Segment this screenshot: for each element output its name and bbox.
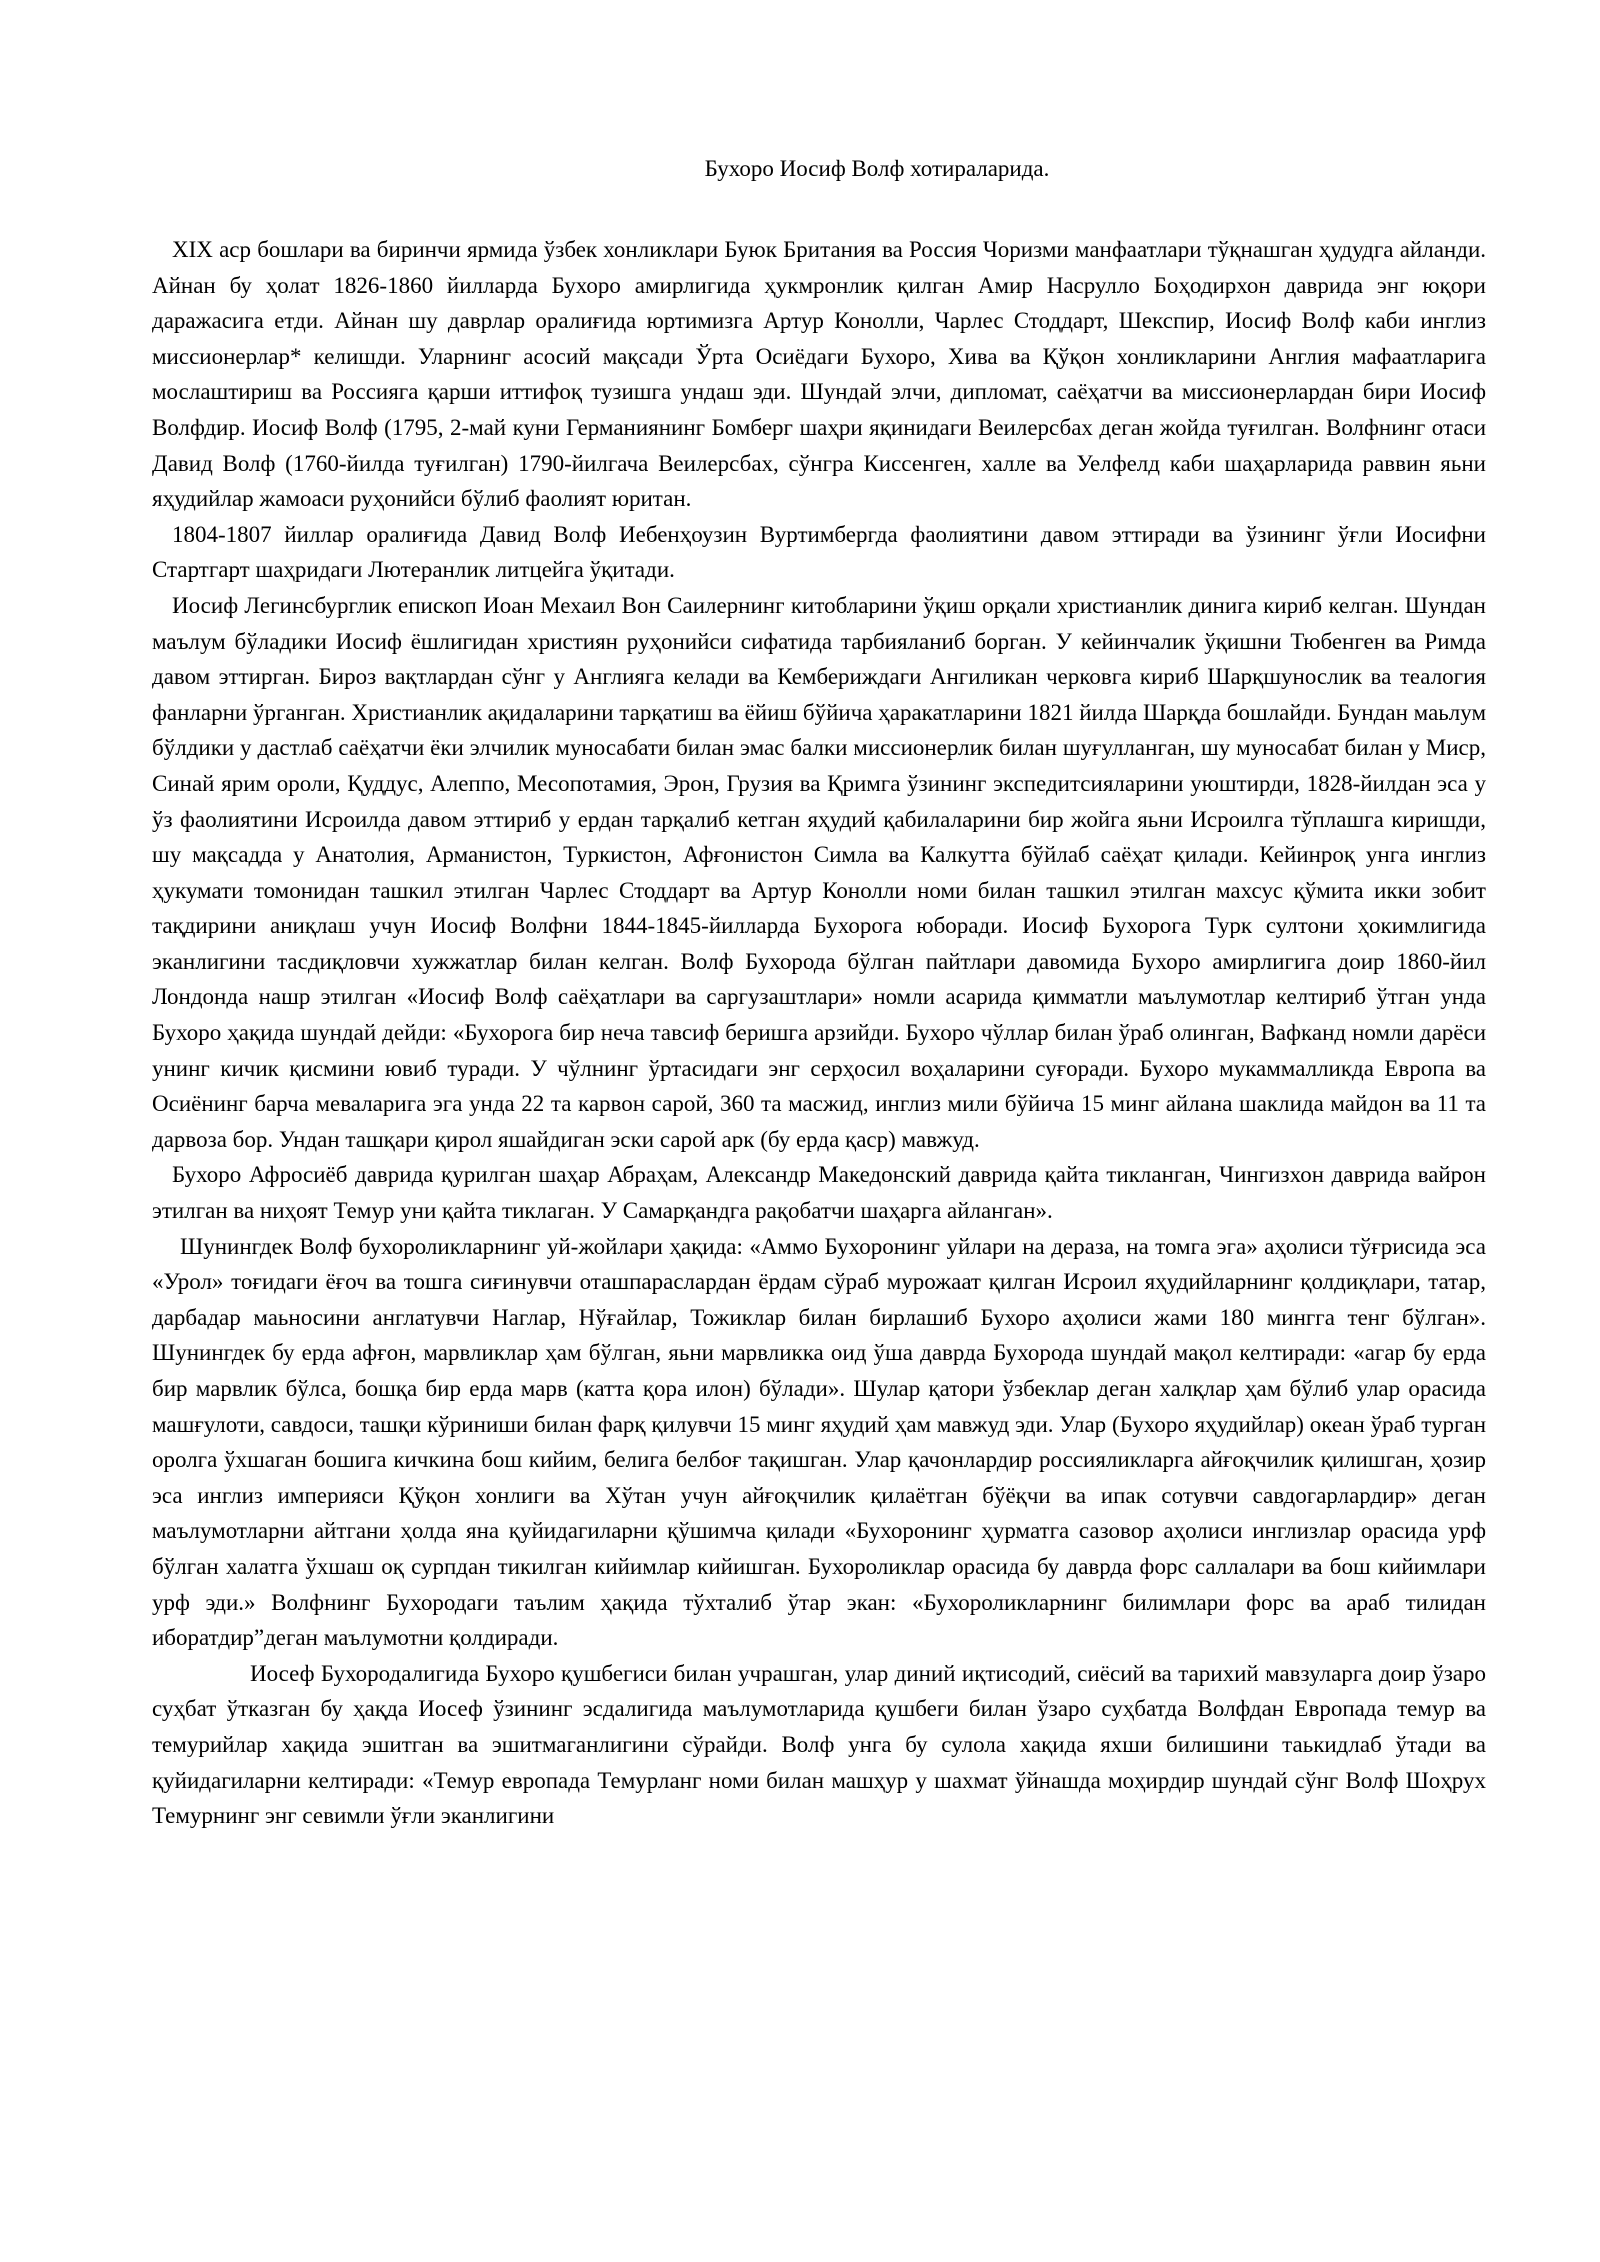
document-title: Бухоро Иосиф Волф хотираларида. [704,156,1050,181]
paragraph: Иосеф Бухородалигида Бухоро қушбегиси билан учрашган, улар диний иқтисодий, сиёсий ва тарихий мавзуларга доир ўзаро суҳбат ўтказган бу ҳақда Иосеф ўзининг эсдалигида маълумотларида қушбеги билан ўзаро суҳбатда Волфдан Европада темур ва темурийлар хақида эшитган ва эшитмаганлигини сўрайди. Волф унга бу сулола хақида яхши билишини таькидлаб ўтади ва қуйидагиларни келтиради: «Темур европада Темурланг номи билан машҳур у шахмат ўйнашда моҳирдир шундай сўнг Волф Шоҳрух Темурнинг энг севимли ўғли эканлигини [152,1660,1486,1829]
document-body [152,232,1486,1834]
paragraph: Бухоро Афросиёб даврида қурилган шаҳар Абраҳам, Александр Македонский даврида қайта тикланган, Чингизхон даврида вайрон этилган ва ниҳоят Темур уни қайта тиклаган. У Самарқандга рақобатчи шаҳарга айланган». [152,1162,1486,1224]
paragraph: Иосиф Легинсбурглик епископ Иоан Мехаил Вон Саилернинг китобларини ўқиш орқали христианлик динига кириб келган. Шундан маълум бўладики Иосиф ёшлигидан християн руҳонийси сифатида тарбияланиб борган. У кейинчалик ўқишни Тюбенген ва Римда давом эттирган. Бироз вақтлардан сўнг у Англияга келади ва Кембериждаги Ангиликан черковга кириб Шарқшунослик ва теалогия фанларни ўрганган. Христианлик ақидаларини тарқатиш ва ёйиш бўйича ҳаракатларини 1821 йилда Шарқда бошлайди. Бундан маьлум бўлдики у дастлаб саёҳатчи ёки элчилик муносабати билан эмас балки миссионерлик билан шуғулланган, шу муносабат билан у Миср, Синай ярим ороли, Қуддус, Алеппо, Месопотамия, Эрон, Грузия ва Қримга ўзининг экспедитсияларини уюштирди, 1828-йилдан эса у ўз фаолиятини Исроилда давом эттириб у ердан тарқалиб кетган яҳудий қабилаларини бир жойга яьни Исроилга тўплашга киришди, шу мақсадда у Анатолия, Арманистон, Туркистон, Афғонистон Симла ва Калкутта бўйлаб саёҳат қилади. Кейинроқ унга инглиз ҳукумати томонидан ташкил этилган Чарлес Стоддарт ва Артур Конолли номи билан ташкил этилган махсус қўмита икки зобит тақдирини аниқлаш учун Иосиф Волфни 1844-1845-йилларда Бухорога юборади. Иосиф Бухорога Турк султони ҳокимлигида эканлигини тасдиқловчи хужжатлар билан келган. Волф Бухорода бўлган пайтлари давомида Бухоро амирлигига доир 1860-йил Лондонда нашр этилган «Иосиф Волф саёҳатлари ва саргузаштлари» номли асарида қимматли маълумотлар келтириб ўтган унда Бухоро ҳақида шундай дейди: «Бухорога бир неча тавсиф беришга арзийди. Бухоро чўллар билан ўраб олинган, Вафканд номли дарёси унинг кичик қисмини ювиб туради. У чўлнинг ўртасидаги энг серҳосил воҳаларини суғоради. Бухоро мукаммалликда Европа ва Осиёнинг барча меваларига эга унда 22 та карвон сарой, 360 та масжид, инглиз мили бўйича 15 минг айлана шаклида майдон ва 11 та дарвоза бор. Ундан ташқари қирол яшайдиган эски сарой арк (бу ерда қаср) мавжуд. [152,592,1486,1152]
paragraph: XIX аср бошлари ва биринчи ярмида ўзбек хонликлари Буюк Британия ва Россия Чоризми манфаатлари тўқнашган ҳудудга айланди. Айнан бу ҳолат 1826-1860 йилларда Бухоро амирлигида ҳукмронлик қилган Амир Насрулло Боҳодирхон даврида энг юқори даражасига етди. Айнан шу даврлар оралиғида юртимизга Артур Конолли, Чарлес Стоддарт, Шекспир, Иосиф Волф каби инглиз миссионерлар* келишди. Уларнинг асосий мақсади Ўрта Осиёдаги Бухоро, Хива ва Қўқон хонликларини Англия мафаатларига мослаштириш ва Россияга қарши иттифоқ тузишга ундаш эди. Шундай элчи, дипломат, саёҳатчи ва миссионерлардан бири Иосиф Волфдир. Иосиф Волф (1795, 2-май куни Германиянинг Бомберг шаҳри яқинидаги Веилерсбах деган жойда туғилган. Волфнинг отаси Давид Волф (1760-йилда туғилган) 1790-йилгача Веилерсбах, сўнгра Киссенген, халле ва Уелфелд каби шаҳарларида раввин яьни яҳудийлар жамоаси руҳонийси бўлиб фаолият юритан. [152,237,1486,512]
paragraph: 1804-1807 йиллар оралиғида Давид Волф Иебенҳоузин Вуртимбергда фаолиятини давом эттиради ва ўзининг ўғли Иосифни Стартгарт шаҳридаги Лютеранлик литцейга ўқитади. [152,521,1486,583]
paragraph: Шунингдек Волф бухороликларнинг уй-жойлари ҳақида: «Аммо Бухоронинг уйлари на деразa, на томга эга» аҳолиси тўғрисида эса «Урол» тоғидаги ёғоч ва тошга сиғинувчи оташпараслардан ёрдам сўраб мурожаат қилган Исроил яҳудийларнинг қолдиқлари, татар, дарбадар маьносини англатувчи Наглар, Нўғайлар, Тожиклар билан бирлашиб Бухоро аҳолиси жами 180 мингга тенг бўлган». Шунингдек бу ерда афғон, марвликлар ҳам бўлган, яьни марвликка оид ўша даврда Бухорода шундай мақол келтиради: «агар бу ерда бир марвлик бўлса, бошқа бир ерда марв (катта қора илон) бўлади». Шулар қатори ўзбеклар деган халқлар ҳам бўлиб улар орасида машғулоти, савдоси, ташқи кўриниши билан фарқ қилувчи 15 минг яҳудий ҳам мавжуд эди. Улар (Бухоро яҳудийлар) океан ўраб турган оролга ўхшаган бошига кичкина бош кийим, белига белбоғ тақишган. Улар қачонлардир россияликларга айғоқчилик қилишган, ҳозир эса инглиз империяси Қўқон хонлиги ва Хўтан учун айғоқчилик қилаётган бўёқчи ва ипак сотувчи савдогарлардир» деган маълумотларни айтгани ҳолда яна қуйидагиларни қўшимча қилади «Бухоронинг ҳурматга сазовор аҳолиси инглизлар орасида урф бўлган халатга ўхшаш оқ сурпдан тикилган кийимлар кийишган. Бухороликлар орасида бу даврда форс саллалари ва бош кийимлари урф эди.» Волфнинг Бухородаги таълим ҳақида тўхталиб ўтар экан: «Бухороликларнинг билимлари форс ва араб тилидан иборатдир”деган маълумотни қолдиради. [152,1233,1486,1651]
